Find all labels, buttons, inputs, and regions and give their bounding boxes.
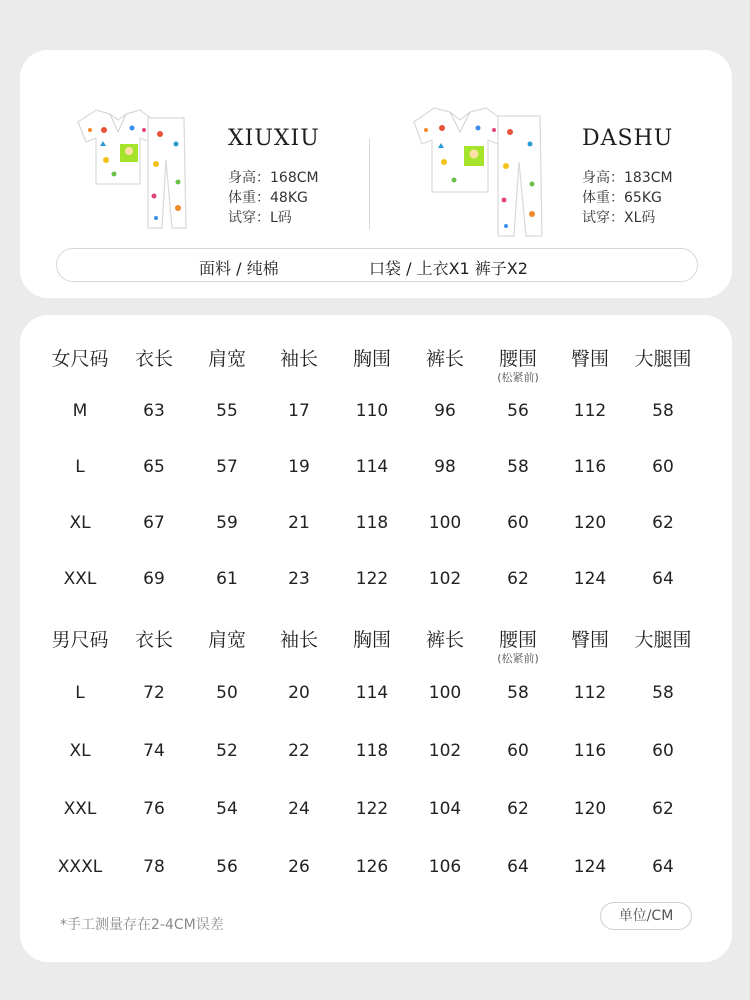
measurement-cell: 112	[573, 401, 607, 421]
model-height: 身高：183CM	[582, 170, 673, 186]
measurement-cell: 114	[355, 457, 389, 477]
table-header-row	[20, 344, 732, 384]
measurement-cell: 60	[507, 741, 529, 761]
table-row	[20, 401, 732, 431]
measurement-cell: 61	[216, 569, 238, 589]
measurement-cell: 64	[507, 857, 529, 877]
measurement-cell: 126	[355, 857, 389, 877]
table-header-row	[20, 625, 732, 665]
measurement-cell: 60	[652, 457, 674, 477]
model-size: 试穿：L码	[228, 210, 292, 226]
column-header: 肩宽	[207, 348, 246, 370]
size-label: XXL	[63, 569, 97, 589]
table-row	[20, 513, 732, 543]
size-label: XL	[69, 741, 91, 761]
column-header: 腰围 (松紧前)	[478, 344, 558, 384]
column-header: 袖长	[279, 348, 318, 370]
measurement-cell: 64	[652, 857, 674, 877]
measurement-cell: 62	[507, 799, 529, 819]
measurement-cell: 63	[143, 401, 165, 421]
measurement-cell: 59	[216, 513, 238, 533]
measurement-cell: 110	[355, 401, 389, 421]
measurement-cell: 96	[434, 401, 456, 421]
size-label: L	[75, 683, 85, 703]
measurement-cell: 76	[143, 799, 165, 819]
model-dashu	[400, 50, 720, 250]
measurement-cell: 74	[143, 741, 165, 761]
measurement-cell: 56	[216, 857, 238, 877]
column-header: 裤长	[425, 629, 464, 651]
measurement-cell: 58	[507, 457, 529, 477]
table-row	[20, 857, 732, 887]
model-xiuxiu	[56, 50, 376, 250]
divider	[369, 138, 370, 230]
measurement-cell: 100	[428, 683, 462, 703]
column-header: 臀围	[570, 348, 609, 370]
measurement-cell: 54	[216, 799, 238, 819]
measurement-cell: 114	[355, 683, 389, 703]
measurement-cell: 64	[652, 569, 674, 589]
measurement-cell: 116	[573, 457, 607, 477]
column-header: 衣长	[134, 629, 173, 651]
measurement-cell: 24	[288, 799, 310, 819]
measurement-cell: 120	[573, 799, 607, 819]
waist-note: (松紧前)	[497, 652, 539, 665]
measurement-cell: 124	[573, 857, 607, 877]
model-weight: 体重：48KG	[228, 190, 308, 206]
measurement-cell: 67	[143, 513, 165, 533]
measurement-cell: 122	[355, 569, 389, 589]
column-header: 裤长	[425, 348, 464, 370]
measurement-cell: 120	[573, 513, 607, 533]
measurement-cell: 69	[143, 569, 165, 589]
column-header: 女尺码	[51, 348, 109, 370]
model-stats	[228, 168, 319, 228]
model-height: 身高：168CM	[228, 170, 319, 186]
measurement-cell: 22	[288, 741, 310, 761]
measurement-cell: 65	[143, 457, 165, 477]
size-label: XL	[69, 513, 91, 533]
pajama-set-image	[408, 96, 548, 241]
size-label: XXXL	[57, 857, 103, 877]
measurement-cell: 118	[355, 741, 389, 761]
model-name: DASHU	[582, 126, 674, 151]
model-name: XIUXIU	[228, 126, 320, 151]
waist-note: (松紧前)	[497, 371, 539, 384]
measurement-cell: 72	[143, 683, 165, 703]
measurement-cell: 122	[355, 799, 389, 819]
table-row	[20, 799, 732, 829]
measurement-cell: 26	[288, 857, 310, 877]
column-header: 男尺码	[51, 629, 109, 651]
column-header: 大腿围	[634, 348, 692, 370]
measurement-cell: 21	[288, 513, 310, 533]
pocket-info: 口袋 / 上衣X1 裤子X2	[369, 259, 528, 278]
table-row	[20, 457, 732, 487]
column-header: 胸围	[352, 348, 391, 370]
size-label: M	[72, 401, 88, 421]
measurement-cell: 106	[428, 857, 462, 877]
model-size: 试穿：XL码	[582, 210, 656, 226]
measurement-cell: 60	[507, 513, 529, 533]
measurement-cell: 124	[573, 569, 607, 589]
measurement-cell: 17	[288, 401, 310, 421]
measurement-cell: 23	[288, 569, 310, 589]
table-row	[20, 741, 732, 771]
measurement-cell: 118	[355, 513, 389, 533]
size-label: L	[75, 457, 85, 477]
measurement-cell: 58	[507, 683, 529, 703]
model-weight: 体重：65KG	[582, 190, 662, 206]
column-header: 腰围 (松紧前)	[478, 625, 558, 665]
fabric-pocket-info	[56, 248, 698, 282]
column-header: 衣长	[134, 348, 173, 370]
measurement-cell: 58	[652, 683, 674, 703]
column-header: 大腿围	[634, 629, 692, 651]
measurement-cell: 78	[143, 857, 165, 877]
model-info-card	[20, 50, 732, 298]
measurement-cell: 104	[428, 799, 462, 819]
measurement-note: *手工测量存在2-4CM误差	[60, 917, 224, 933]
measurement-cell: 98	[434, 457, 456, 477]
measurement-cell: 20	[288, 683, 310, 703]
measurement-cell: 60	[652, 741, 674, 761]
measurement-cell: 116	[573, 741, 607, 761]
measurement-cell: 57	[216, 457, 238, 477]
measurement-cell: 58	[652, 401, 674, 421]
measurement-cell: 19	[288, 457, 310, 477]
table-row	[20, 569, 732, 599]
measurement-cell: 112	[573, 683, 607, 703]
model-stats	[582, 168, 673, 228]
measurement-cell: 52	[216, 741, 238, 761]
measurement-cell: 56	[507, 401, 529, 421]
column-header: 肩宽	[207, 629, 246, 651]
measurement-cell: 102	[428, 569, 462, 589]
column-header: 胸围	[352, 629, 391, 651]
measurement-cell: 50	[216, 683, 238, 703]
column-header: 臀围	[570, 629, 609, 651]
measurement-cell: 102	[428, 741, 462, 761]
pajama-set-image	[70, 100, 190, 235]
table-row	[20, 683, 732, 713]
measurement-cell: 100	[428, 513, 462, 533]
column-header: 袖长	[279, 629, 318, 651]
measurement-cell: 62	[652, 799, 674, 819]
measurement-cell: 62	[652, 513, 674, 533]
unit-badge: 单位/CM	[600, 902, 692, 930]
fabric-info: 面料 / 纯棉	[199, 259, 279, 278]
measurement-cell: 62	[507, 569, 529, 589]
measurement-cell: 55	[216, 401, 238, 421]
size-label: XXL	[63, 799, 97, 819]
